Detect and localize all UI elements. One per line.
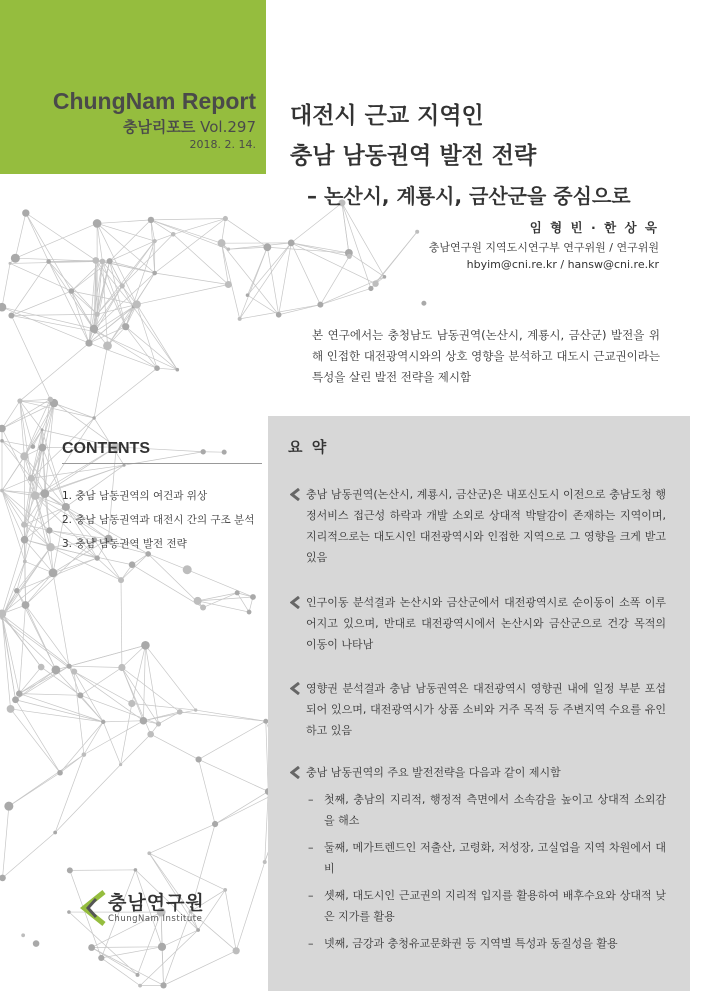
- network-line: [122, 668, 151, 735]
- network-node: [52, 665, 61, 674]
- network-line: [376, 232, 418, 284]
- report-header-box: [0, 0, 266, 174]
- network-line: [199, 759, 215, 824]
- network-node: [41, 428, 44, 431]
- network-node: [22, 601, 30, 609]
- network-line: [3, 806, 9, 878]
- institute-logo-mark-icon: [80, 890, 106, 926]
- contents-list: [62, 484, 254, 556]
- network-node: [92, 257, 99, 264]
- network-node: [95, 312, 100, 317]
- network-line: [110, 241, 155, 261]
- report-title: [290, 96, 536, 176]
- network-line: [122, 668, 159, 724]
- network-node: [40, 489, 49, 498]
- network-line: [53, 558, 97, 573]
- network-line: [279, 243, 292, 315]
- report-brand-ko-name: 충남리포트: [122, 118, 196, 136]
- network-line: [126, 241, 155, 327]
- chevron-bullet-icon: [290, 682, 301, 695]
- summary-panel: [268, 416, 690, 991]
- network-node: [183, 565, 192, 574]
- network-node: [122, 464, 125, 467]
- contents-item-1: 1. 충남 남동권역의 여건과 위상: [62, 490, 208, 502]
- author-names: 임 형 빈 · 한 상 욱: [529, 220, 659, 235]
- network-node: [276, 312, 282, 318]
- network-node: [238, 317, 242, 321]
- network-line: [20, 343, 89, 401]
- network-line: [180, 712, 266, 721]
- network-line: [19, 694, 80, 696]
- network-line: [26, 213, 96, 260]
- author-emails: hbyim@cni.re.kr / hansw@cni.re.kr: [466, 258, 659, 271]
- network-line: [11, 315, 50, 399]
- network-node: [263, 243, 271, 251]
- network-node: [88, 944, 95, 951]
- summary-item-4: [290, 762, 666, 960]
- network-line: [19, 605, 25, 694]
- network-node: [21, 933, 25, 937]
- network-node: [148, 217, 154, 223]
- network-node: [8, 312, 14, 318]
- network-line: [2, 307, 89, 343]
- institute-name-en: ChungNam Institute: [108, 914, 203, 924]
- network-node: [11, 254, 20, 263]
- network-line: [71, 261, 102, 291]
- network-node: [0, 303, 6, 312]
- network-node: [57, 770, 63, 776]
- network-line: [80, 668, 122, 696]
- network-node: [14, 588, 19, 593]
- network-line: [155, 234, 173, 241]
- network-node: [194, 708, 197, 711]
- network-node: [227, 247, 230, 250]
- network-node: [82, 752, 87, 757]
- network-line: [94, 368, 157, 418]
- network-node: [147, 731, 154, 738]
- network-node: [17, 398, 22, 403]
- network-node: [317, 302, 323, 308]
- chevron-bullet-icon: [290, 488, 301, 501]
- network-node: [31, 491, 40, 500]
- network-node: [4, 802, 13, 811]
- network-node: [22, 209, 29, 216]
- institute-name-ko: 충남연구원: [108, 892, 205, 914]
- network-line: [11, 262, 48, 316]
- network-node: [177, 709, 183, 715]
- network-node: [171, 232, 176, 237]
- network-node: [288, 239, 295, 246]
- strategy-item-1: [306, 789, 666, 831]
- network-line: [84, 721, 144, 755]
- network-node: [46, 543, 54, 551]
- title-line-1: 대전시 근교 지역인: [290, 103, 484, 129]
- network-line: [121, 554, 148, 580]
- network-node: [222, 450, 227, 455]
- network-node: [347, 254, 352, 259]
- summary-item-2: [290, 592, 666, 655]
- network-line: [199, 759, 269, 791]
- network-node: [28, 475, 35, 482]
- network-line: [279, 305, 321, 315]
- network-line: [342, 203, 349, 256]
- network-node: [140, 717, 148, 725]
- network-line: [49, 262, 98, 315]
- author-affiliation: 충남연구원 지역도시연구부 연구위원 / 연구위원: [428, 241, 659, 254]
- network-line: [155, 219, 226, 273]
- network-line: [291, 243, 349, 253]
- network-node: [0, 425, 6, 433]
- network-node: [136, 973, 140, 977]
- network-line: [143, 712, 179, 721]
- network-node: [20, 452, 28, 460]
- network-node: [158, 943, 166, 951]
- network-node: [12, 696, 19, 703]
- network-node: [16, 690, 22, 696]
- network-line: [145, 645, 158, 724]
- network-node: [69, 288, 75, 294]
- network-node: [141, 641, 150, 650]
- network-line: [74, 672, 143, 721]
- network-node: [107, 258, 113, 264]
- institute-logo: [80, 888, 230, 932]
- report-date: 2018. 2. 14.: [189, 138, 256, 151]
- strategy-text: 넷째, 금강과 충청유교문화권 등 지역별 특성과 동질성을 활용: [324, 937, 618, 950]
- network-line: [16, 700, 104, 722]
- network-line: [49, 262, 96, 332]
- network-line: [19, 667, 41, 694]
- network-line: [69, 666, 122, 667]
- network-line: [2, 615, 69, 666]
- dash-marker: –: [308, 889, 314, 902]
- network-line: [320, 256, 349, 304]
- network-line: [132, 704, 196, 711]
- strategy-text: 둘째, 메가트렌드인 저출산, 고령화, 저성장, 고실업을 지역 차원에서 대비: [324, 841, 666, 875]
- network-node: [38, 664, 45, 671]
- network-line: [74, 672, 84, 755]
- network-node: [46, 259, 51, 264]
- network-line: [53, 573, 69, 666]
- summary-item-text: 영향권 분석결과 충남 남동권역은 대전광역시 영향권 내에 일정 부분 포섭되어 있으며, 대전광역시가 상품 소비와 거주 목적 등 주변지역 수요를 유인하고 있음: [306, 682, 666, 737]
- network-node: [200, 605, 206, 611]
- network-line: [151, 220, 222, 243]
- network-node: [128, 700, 135, 707]
- network-line: [2, 263, 10, 307]
- network-node: [263, 860, 267, 864]
- summary-item-1: [290, 484, 666, 568]
- network-node: [46, 527, 52, 533]
- network-node: [368, 286, 373, 291]
- network-node: [21, 522, 27, 528]
- network-line: [122, 234, 173, 286]
- network-node: [212, 821, 218, 827]
- network-node: [225, 281, 232, 288]
- chevron-bullet-icon: [290, 596, 301, 609]
- network-node: [53, 831, 57, 835]
- network-node: [103, 341, 112, 350]
- network-node: [21, 536, 29, 544]
- contents-item-3: 3. 충남 남동권역 발전 전략: [62, 538, 187, 550]
- network-node: [235, 590, 240, 595]
- network-line: [149, 824, 215, 853]
- network-node: [31, 444, 36, 449]
- network-node: [0, 439, 4, 443]
- network-node: [48, 397, 53, 402]
- network-node: [176, 368, 180, 372]
- network-node: [9, 262, 12, 265]
- network-node: [100, 259, 106, 265]
- summary-item-text: 인구이동 분석결과 논산시와 금산군에서 대전광역시로 순이동이 소폭 이루어지고 있으며, 반대로 대전광역시에서 논산시와 금산군으로 건강 목적의 이동이 나타남: [306, 596, 666, 651]
- network-line: [9, 773, 60, 806]
- network-node: [94, 555, 99, 560]
- network-node: [152, 271, 157, 276]
- network-node: [66, 664, 71, 669]
- network-line: [49, 262, 89, 344]
- network-line: [103, 721, 143, 722]
- network-line: [240, 243, 292, 319]
- network-line: [11, 709, 104, 722]
- network-node: [101, 720, 105, 724]
- network-node: [119, 763, 122, 766]
- network-node: [93, 219, 102, 228]
- network-line: [15, 213, 25, 258]
- network-line: [2, 491, 25, 540]
- network-node: [247, 610, 252, 615]
- network-line: [97, 220, 151, 224]
- network-node: [67, 910, 71, 914]
- network-node: [160, 982, 166, 988]
- network-line: [236, 862, 265, 951]
- network-line: [137, 304, 178, 369]
- network-line: [101, 947, 162, 958]
- network-node: [92, 416, 95, 419]
- network-line: [24, 478, 31, 524]
- network-node: [85, 339, 92, 346]
- network-line: [126, 327, 157, 369]
- network-line: [19, 666, 69, 693]
- network-node: [33, 940, 40, 947]
- network-node: [118, 664, 125, 671]
- intro-paragraph: 본 연구에서는 충청남도 남동권역(논산시, 계룡시, 금산군) 발전을 위해 인접한 대전광역시와의 상호 영향을 분석하고 대도시 근교권이라는 특성을 살린 발전 전략을 제시함: [312, 328, 660, 384]
- network-node: [372, 281, 378, 287]
- network-line: [267, 247, 349, 253]
- network-node: [138, 984, 142, 988]
- network-line: [54, 403, 94, 418]
- network-line: [84, 722, 103, 755]
- network-line: [92, 947, 162, 948]
- network-line: [2, 399, 50, 428]
- network-line: [3, 832, 56, 877]
- network-line: [151, 219, 225, 220]
- network-node: [153, 239, 157, 243]
- network-node: [77, 692, 83, 698]
- authors-block: [429, 219, 659, 273]
- network-node: [154, 365, 160, 371]
- network-line: [320, 288, 371, 304]
- network-node: [147, 851, 151, 855]
- network-line: [74, 672, 132, 704]
- contents-divider: [62, 463, 262, 464]
- summary-item-3: [290, 678, 666, 741]
- network-node: [67, 867, 73, 873]
- network-line: [2, 491, 24, 525]
- network-node: [196, 756, 202, 762]
- network-node: [223, 216, 228, 221]
- network-node: [250, 594, 256, 600]
- network-line: [92, 948, 138, 975]
- network-node: [71, 668, 77, 674]
- network-line: [151, 734, 199, 759]
- network-node: [156, 721, 161, 726]
- network-node: [23, 560, 27, 564]
- network-line: [267, 247, 278, 315]
- network-line: [291, 243, 375, 284]
- network-line: [103, 722, 120, 765]
- network-line: [158, 712, 179, 724]
- network-node: [383, 275, 387, 279]
- network-node: [0, 489, 4, 493]
- network-line: [173, 219, 225, 235]
- network-line: [132, 565, 203, 608]
- network-line: [291, 243, 320, 305]
- network-node: [39, 444, 47, 452]
- report-brand-en: ChungNam Report: [52, 88, 256, 114]
- summary-item-text: 충남 남동권역의 주요 발전전략을 다음과 같이 제시함: [306, 766, 561, 779]
- network-line: [215, 791, 268, 824]
- report-subtitle: – 논산시, 계룡시, 금산군을 중심으로: [307, 184, 631, 208]
- contents-title: CONTENTS: [62, 440, 150, 457]
- network-line: [145, 645, 195, 710]
- network-node: [200, 449, 205, 454]
- network-line: [15, 258, 102, 261]
- network-node: [415, 230, 419, 234]
- network-line: [20, 401, 31, 478]
- network-node: [118, 577, 124, 583]
- network-node: [233, 947, 240, 954]
- network-line: [148, 554, 187, 570]
- strategy-list: [290, 789, 666, 954]
- network-line: [199, 721, 266, 759]
- network-line: [162, 930, 198, 947]
- network-line: [26, 213, 49, 262]
- network-node: [49, 568, 58, 577]
- network-node: [134, 868, 138, 872]
- network-node: [194, 597, 202, 605]
- network-line: [10, 263, 71, 291]
- summary-title: 요 약: [288, 438, 329, 456]
- network-line: [20, 399, 50, 401]
- contents-item-2: 2. 충남 남동권역과 대전시 간의 구조 분석: [62, 514, 255, 526]
- report-brand-ko: [123, 116, 256, 137]
- network-line: [35, 496, 53, 573]
- dash-marker: –: [308, 937, 314, 950]
- network-line: [25, 507, 66, 540]
- title-line-2: 충남 남동권역 발전 전략: [290, 143, 537, 169]
- network-node: [90, 325, 98, 333]
- dash-marker: –: [308, 793, 314, 806]
- chevron-bullet-icon: [290, 766, 301, 779]
- network-node: [218, 239, 226, 247]
- network-node: [122, 323, 129, 330]
- strategy-text: 셋째, 대도시인 근교권의 지리적 입지를 활용하여 배후수요와 상대적 낮은 지가를 활용: [324, 889, 666, 923]
- network-line: [137, 284, 229, 304]
- summary-item-text: 충남 남동권역(논산시, 계룡시, 금산군)은 내포신도시 이전으로 충남도청 행정서비스 접근성 하락과 개발 소외로 상대적 박탈감이 존재하는 지역이며, 지리적으로는 대도시인 대전광역시와 인접한 지역으로 그 영향을 크게 받고 있음: [306, 488, 666, 564]
- network-line: [187, 570, 253, 597]
- strategy-item-4: [306, 933, 666, 954]
- network-line: [196, 710, 266, 721]
- strategy-text: 첫째, 충남의 지리적, 행정적 측면에서 소속감을 높이고 상대적 소외감을 해소: [324, 793, 666, 827]
- network-line: [248, 295, 279, 315]
- network-node: [120, 283, 125, 288]
- network-node: [133, 300, 141, 308]
- network-line: [97, 223, 155, 241]
- network-line: [55, 765, 120, 833]
- network-line: [143, 645, 145, 720]
- dash-marker: –: [308, 841, 314, 854]
- strategy-item-2: [306, 837, 666, 879]
- network-node: [98, 955, 104, 961]
- network-line: [55, 755, 84, 833]
- network-line: [11, 709, 60, 773]
- strategy-item-3: [306, 885, 666, 927]
- network-line: [94, 346, 107, 418]
- network-node: [421, 301, 426, 306]
- network-node: [7, 705, 15, 713]
- network-line: [121, 580, 122, 667]
- network-node: [129, 561, 136, 568]
- network-line: [71, 291, 94, 329]
- report-volume: Vol.297: [200, 118, 256, 136]
- network-line: [248, 243, 292, 295]
- network-node: [246, 293, 250, 297]
